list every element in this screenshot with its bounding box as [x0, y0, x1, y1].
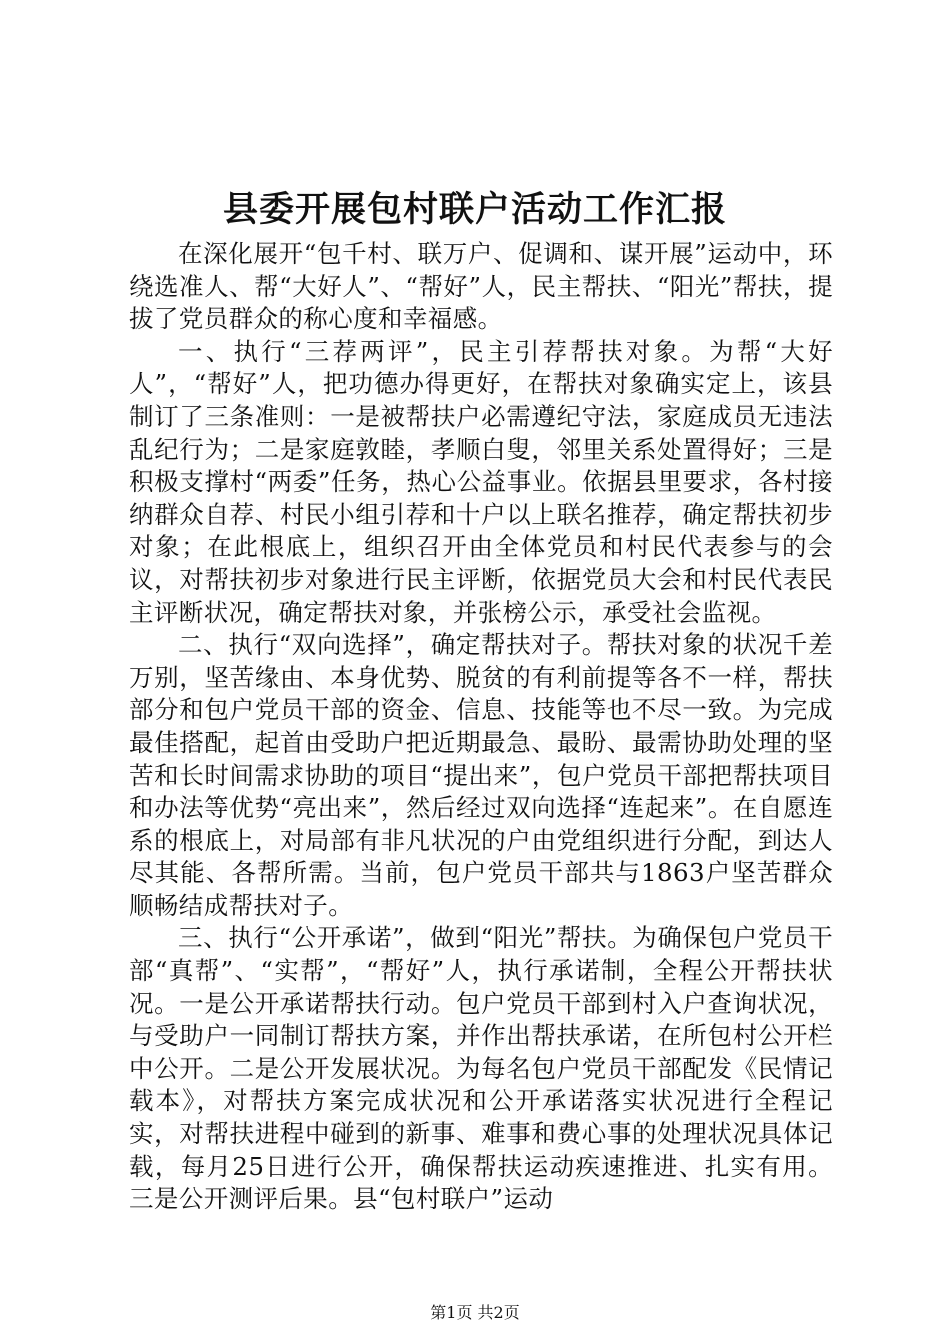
- section-two-paragraph: 二、执行“双向选择”，确定帮扶对子。帮扶对象的状况千差万别，坚苦缘由、本身优势、脱贫的有利前提等各不一样，帮扶部分和包户党员干部的资金、信息、技能等也不尽一致。为完成最佳搭配，起首由受助户把近期最急、最盼、最需协助处理的坚苦和长时间需求协助的项目“提出来”，包户党员干部把帮扶项目和办法等优势“亮出来”，然后经过双向选择“连起来”。在自愿连系的根底上，对局部有非凡状况的户由党组织进行分配，到达人尽其能、各帮所需。当前，包户党员干部共与1863户坚苦群众顺畅结成帮扶对子。: [129, 630, 833, 920]
- document-title: 县委开展包村联户活动工作汇报: [222, 189, 727, 230]
- page-footer: 第1页 共2页: [430, 1303, 520, 1322]
- section-one-paragraph: 一、执行“三荐两评”，民主引荐帮扶对象。为帮“大好人”，“帮好”人，把功德办得更好，在帮扶对象确实定上，该县制订了三条准则：一是被帮扶户必需遵纪守法，家庭成员无违法乱纪行为；二是家庭敦睦，孝顺白叟，邻里关系处置得好；三是积极支撑村“两委”任务，热心公益事业。依据县里要求，各村接纳群众自荐、村民小组引荐和十户以上联名推荐，确定帮扶初步对象；在此根底上，组织召开由全体党员和村民代表参与的会议，对帮扶初步对象进行民主评断，依据党员大会和村民代表民主评断状况，确定帮扶对象，并张榜公示，承受社会监视。: [129, 336, 833, 627]
- document-body: [129, 238, 833, 1216]
- intro-paragraph: 在深化展开“包千村、联万户、促调和、谋开展”运动中，环绕选准人、帮“大好人”、“帮好”人，民主帮扶、“阳光”帮扶，提拔了党员群众的称心度和幸福感。: [129, 239, 833, 334]
- section-three-paragraph: 三、执行“公开承诺”，做到“阳光”帮扶。为确保包户党员干部“真帮”、“实帮”，“帮好”人，执行承诺制，全程公开帮扶状况。一是公开承诺帮扶行动。包户党员干部到村入户查询状况，与受助户一同制订帮扶方案，并作出帮扶承诺，在所包村公开栏中公开。二是公开发展状况。为每名包户党员干部配发《民情记载本》，对帮扶方案完成状况和公开承诺落实状况进行全程记实，对帮扶进程中碰到的新事、难事和费心事的处理状况具体记载，每月25日进行公开，确保帮扶运动疾速推进、扎实有用。三是公开测评后果。县“包村联户”运动: [129, 923, 833, 1214]
